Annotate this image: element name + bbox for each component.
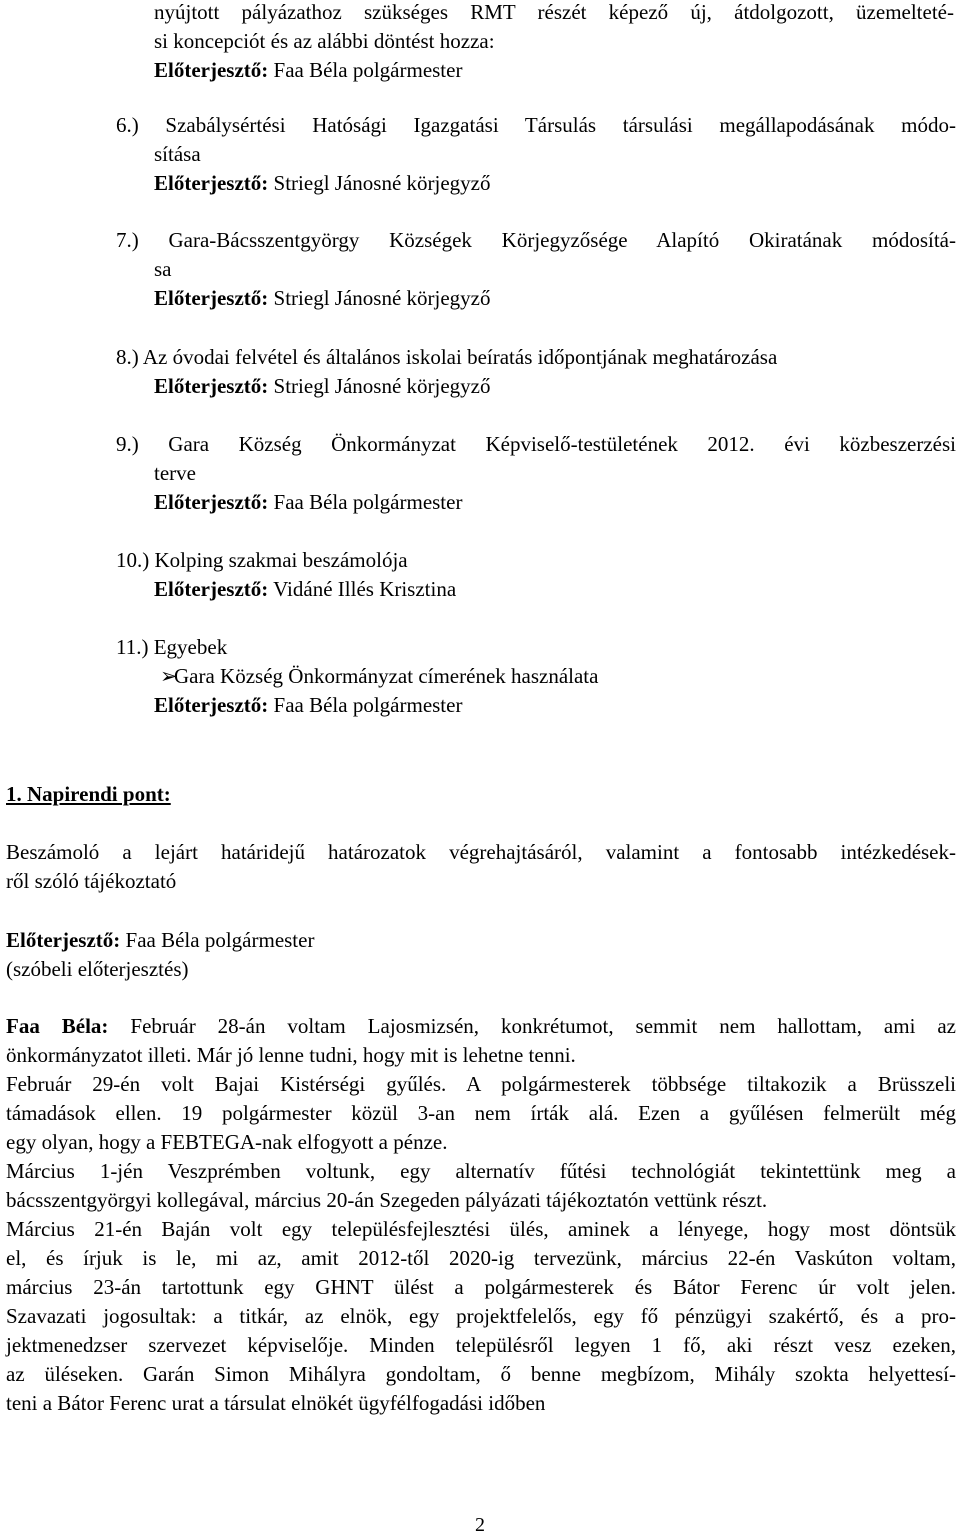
text-line: Beszámoló a lejárt határidejű határozatok végrehajtásáról, valamint a fontosabb intézkedések- <box>6 840 956 864</box>
presenter-label: Előterjesztő: <box>154 577 269 601</box>
presenter-line <box>116 372 956 401</box>
text-line: terve <box>154 461 196 485</box>
bullet-item <box>116 662 956 691</box>
text-line: bácsszentgyörgyi kollegával, március 20-án Szegeden pályázati tájékoztatón vettünk részt. <box>6 1188 768 1212</box>
text-line: ről szóló tájékoztató <box>6 869 177 893</box>
presenter-label: Előterjesztő: <box>154 58 269 82</box>
presenter-name: Faa Béla polgármester <box>268 693 463 717</box>
presenter-line <box>116 488 956 517</box>
presenter-note: (szóbeli előterjesztés) <box>6 957 189 981</box>
section-title <box>6 838 956 896</box>
presenter-label: Előterjesztő: <box>154 490 269 514</box>
speech-paragraph <box>6 1012 956 1418</box>
section-presenter <box>6 926 956 984</box>
text-line: teni a Bátor Ferenc urat a társulat elnökét ügyfélfogadási időben <box>6 1391 546 1415</box>
agenda-item-11 <box>116 633 956 720</box>
text-line: Március 1-jén Veszprémben voltunk, egy alternatív fűtési technológiát tekintettünk meg a <box>6 1159 956 1183</box>
item-title: Kolping szakmai beszámolója <box>154 548 408 572</box>
text-line: si koncepciót és az alábbi döntést hozza: <box>154 29 495 53</box>
presenter-name: Vidáné Illés Krisztina <box>268 577 457 601</box>
agenda-item-continuation <box>154 0 954 85</box>
speech-text: Február 28-án voltam Lajosmizsén, konkrétumot, semmit nem hallottam, ami az <box>108 1014 956 1038</box>
agenda-item-6 <box>116 111 956 198</box>
presenter-label: Előterjesztő: <box>154 286 269 310</box>
arrow-bullet-icon: ➢ <box>160 664 178 688</box>
presenter-name: Striegl Jánosné körjegyző <box>268 286 491 310</box>
item-title: Egyebek <box>153 635 228 659</box>
item-number: 8.) <box>116 345 139 369</box>
text-line <box>116 430 956 459</box>
text-line <box>116 226 956 255</box>
agenda-item-8 <box>116 343 956 401</box>
item-number: 7.) <box>116 228 139 252</box>
item-title: Szabálysértési Hatósági Igazgatási Társulás társulási megállapodásának módo- <box>165 113 956 137</box>
text-line: Szavazati jogosultak: a titkár, az elnök, egy projektfelelős, egy fő pénzügyi szakértő, és a pro- <box>6 1304 956 1328</box>
presenter-name: Striegl Jánosné körjegyző <box>268 171 491 195</box>
text-line: el, és írjuk is le, mi az, amit 2012-től 2020-ig tervezünk, március 22-én Vaskúton voltam, <box>6 1246 956 1270</box>
text-line: nyújtott pályázathoz szükséges RMT részét képező új, átdolgozott, üzemelteté- <box>154 0 954 24</box>
text-line: március 23-án tartottunk egy GHNT ülést a polgármesterek és Bátor Ferenc úr volt jelen. <box>6 1275 956 1299</box>
text-line: az üléseken. Garán Simon Mihályra gondoltam, ő benne megbízom, Mihály szokta helyettesí- <box>6 1362 956 1386</box>
text-line: sítása <box>154 142 201 166</box>
presenter-label: Előterjesztő: <box>154 171 269 195</box>
presenter-name: Striegl Jánosné körjegyző <box>268 374 491 398</box>
item-title: Gara-Bácsszentgyörgy Községek Körjegyzősége Alapító Okiratának módosítá- <box>168 228 956 252</box>
text-line <box>116 343 956 372</box>
text-line: egy olyan, hogy a FEBTEGA-nak elfogyott a pénze. <box>6 1130 448 1154</box>
presenter-label: Előterjesztő: <box>154 374 269 398</box>
item-number: 10.) <box>116 548 150 572</box>
presenter-label: Előterjesztő: <box>154 693 269 717</box>
presenter-name: Faa Béla polgármester <box>120 928 315 952</box>
text-line: sa <box>154 257 172 281</box>
speaker-label: Faa Béla: <box>6 1014 109 1038</box>
presenter-line <box>154 56 954 85</box>
section-heading <box>6 780 956 809</box>
text-line: támadások ellen. 19 polgármester közül 3-an nem írták alá. Ezen a gyűlésen felmerült még <box>6 1101 956 1125</box>
presenter-line <box>116 169 956 198</box>
presenter-line <box>116 691 956 720</box>
item-number: 9.) <box>116 432 139 456</box>
text-line: jektmenedzser szervezet képviselője. Minden településről legyen 1 fő, aki részt vesz ezeken, <box>6 1333 956 1357</box>
presenter-name: Faa Béla polgármester <box>268 58 463 82</box>
text-line <box>116 633 956 662</box>
section-heading-text: 1. Napirendi pont: <box>6 782 171 806</box>
item-number: 11.) <box>116 635 149 659</box>
agenda-item-10 <box>116 546 956 604</box>
bullet-text: Gara Község Önkormányzat címerének használata <box>174 664 599 688</box>
item-title: Gara Község Önkormányzat Képviselő-testületének 2012. évi közbeszerzési <box>168 432 957 456</box>
presenter-label: Előterjesztő: <box>6 928 121 952</box>
text-line: Február 29-én volt Bajai Kistérségi gyűlés. A polgármesterek többsége tiltakozik a Brüsszeli <box>6 1072 956 1096</box>
text-line <box>6 1012 956 1041</box>
item-title: Az óvodai felvétel és általános iskolai beíratás időpontjának meghatározása <box>142 345 778 369</box>
agenda-item-7 <box>116 226 956 313</box>
presenter-name: Faa Béla polgármester <box>268 490 463 514</box>
page-number: 2 <box>475 1514 485 1536</box>
presenter-line <box>116 575 956 604</box>
text-line <box>116 111 956 140</box>
presenter-line <box>6 926 956 955</box>
agenda-item-9 <box>116 430 956 517</box>
text-line <box>116 546 956 575</box>
text-line: Március 21-én Baján volt egy településfejlesztési ülés, aminek a lényege, hogy most döntsük <box>6 1217 956 1241</box>
item-number: 6.) <box>116 113 139 137</box>
presenter-line <box>116 284 956 313</box>
text-line: önkormányzatot illeti. Már jó lenne tudni, hogy mit is lehetne tenni. <box>6 1043 576 1067</box>
